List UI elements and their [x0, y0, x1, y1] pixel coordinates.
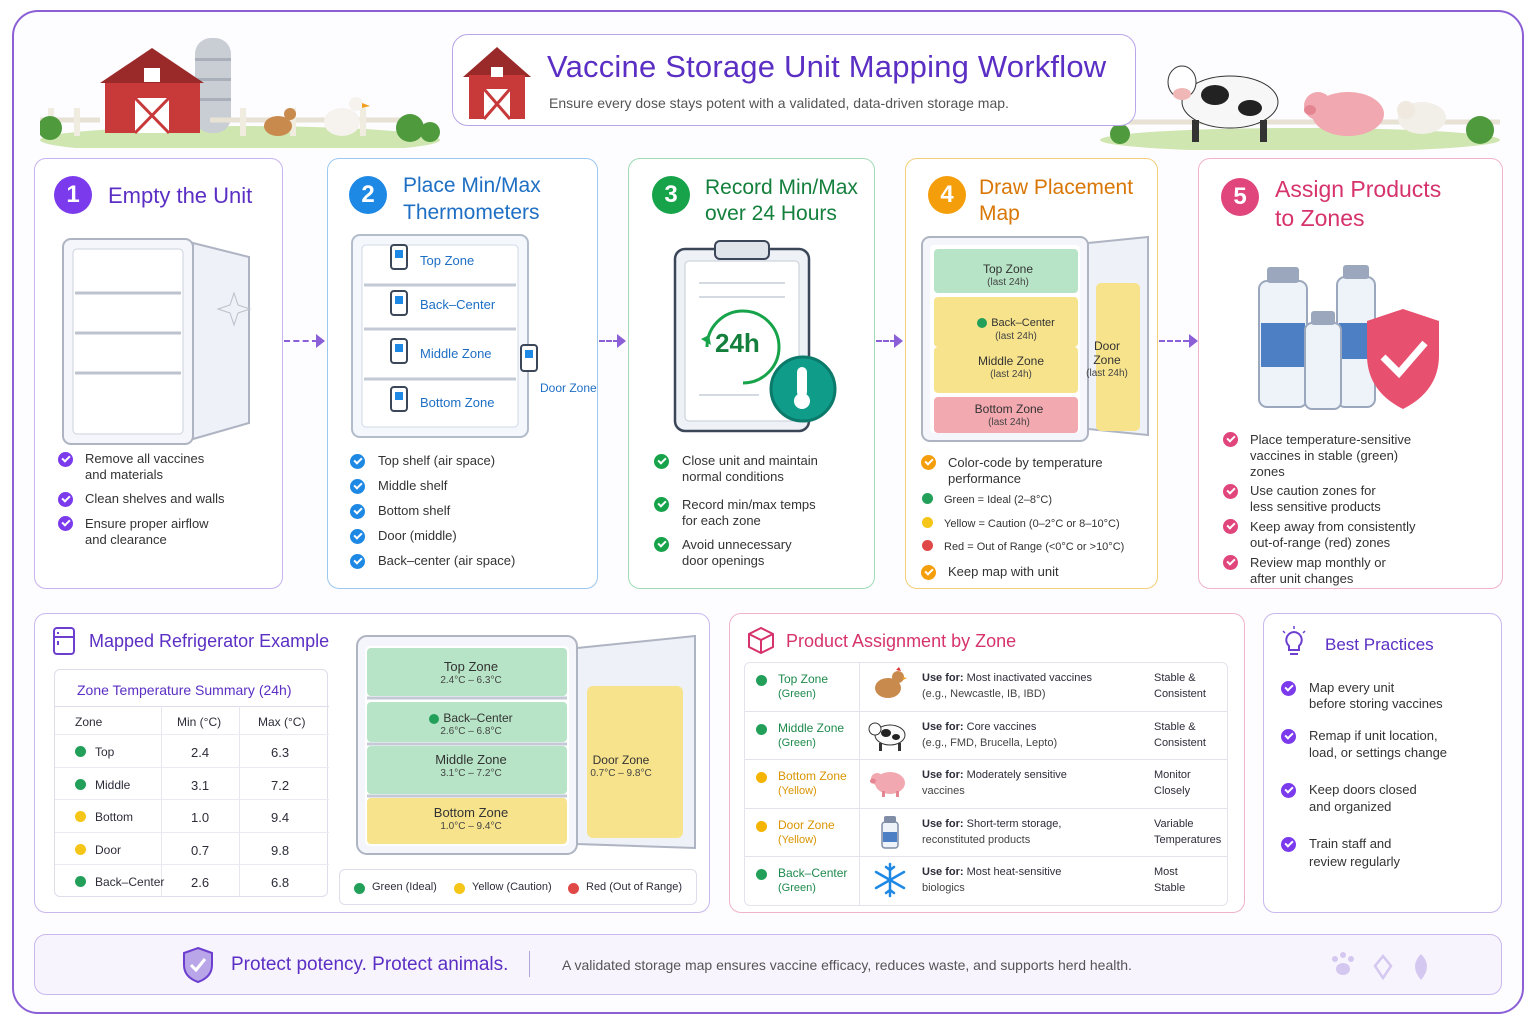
min-cell: 2.6 [191, 875, 210, 890]
check-icon [921, 455, 936, 470]
map-zone-door: Door Zone (last 24h) [1086, 339, 1128, 379]
step-bullet: zones [1250, 464, 1285, 479]
panel-title: Product Assignment by Zone [786, 631, 1017, 651]
door-thermometer-icon [518, 342, 542, 376]
status-dot-icon [75, 779, 86, 790]
step-title: Draw Placement [979, 176, 1134, 199]
zone-tag: (Green) [778, 882, 816, 894]
step-bullet: Bottom shelf [378, 503, 451, 518]
check-icon [58, 452, 73, 467]
step-title: Record Min/Max [705, 176, 858, 199]
map-zone-back-center: Back–Center (last 24h) [936, 316, 1096, 344]
practice-item: load, or settings change [1309, 745, 1448, 760]
zone-label-middle: Middle Zone [420, 346, 492, 361]
practice-item: Train staff and [1309, 836, 1392, 851]
farm-scene-left-icon [40, 28, 440, 148]
step-bullet: and materials [85, 467, 164, 482]
step-card-4 [905, 158, 1158, 589]
zone-label-bottom: Bottom Zone [420, 395, 495, 410]
step-bullet: Keep map with unit [948, 564, 1059, 579]
use-example: reconstituted products [922, 833, 1031, 846]
red-dot-icon [922, 540, 933, 551]
cow-icon [868, 715, 912, 755]
fridge-zone-top: Top Zone 2.4°C – 6.3°C [440, 659, 502, 686]
step-title: Map [979, 202, 1020, 225]
stability-label: Consistent [1154, 736, 1206, 749]
step-bullet: Review map monthly or [1250, 555, 1386, 570]
check-icon [1223, 484, 1238, 499]
step-bullet: Ensure proper airflow [85, 516, 209, 531]
zone-label-back-center: Back–Center [420, 297, 496, 312]
step-number-badge: 2 [349, 176, 387, 214]
min-cell: 3.1 [191, 777, 210, 793]
step-bullet: Place temperature-sensitive [1250, 432, 1412, 447]
footer-decor-icons [1329, 950, 1459, 982]
check-icon [1223, 519, 1238, 534]
lightbulb-icon [1280, 626, 1308, 660]
stability-label: Stable & [1154, 672, 1196, 684]
step-bullet: performance [948, 471, 1021, 486]
practice-item: Keep doors closed [1309, 782, 1417, 797]
zone-label-top: Top Zone [420, 253, 475, 268]
arrow-head-icon [1189, 334, 1198, 348]
legend-red: Red (Out of Range) [586, 881, 682, 893]
box-icon [746, 625, 776, 655]
arrow-head-icon [617, 334, 626, 348]
yellow-dot-icon [922, 517, 933, 528]
status-dot-icon [75, 876, 86, 887]
panel-title: Best Practices [1325, 635, 1434, 654]
stability-label: Stable & [1154, 720, 1196, 733]
table-row [55, 864, 329, 896]
page-subtitle: Ensure every dose stays potent with a validated, data-driven storage map. [549, 95, 1009, 111]
step-bullet: Back–center (air space) [378, 553, 516, 568]
zone-cell: Middle [95, 777, 131, 792]
step-card-3 [628, 158, 875, 589]
step-title: to Zones [1275, 205, 1365, 231]
header-title-box [452, 34, 1136, 126]
legend-yellow: Yellow (Caution) [472, 881, 552, 893]
zone-dot-icon [756, 675, 767, 686]
fridge-zone-middle: Middle Zone 3.1°C – 7.2°C [435, 752, 507, 779]
zone-name: Back–Center [778, 866, 848, 880]
step-bullet: and clearance [85, 532, 167, 547]
step-bullet: Color-code by temperature [948, 455, 1103, 470]
step-bullet: Record min/max temps [682, 497, 816, 512]
use-example: biologics [922, 882, 965, 894]
step-bullet: after unit changes [1250, 571, 1354, 586]
mapped-example-panel [34, 613, 710, 913]
table-row [744, 808, 1228, 856]
check-icon [1281, 681, 1296, 696]
step-bullet: Use caution zones for [1250, 483, 1376, 498]
table-row [744, 662, 1228, 710]
panel-title: Mapped Refrigerator Example [89, 631, 330, 651]
use-example: (e.g., FMD, Brucella, Lepto) [922, 736, 1058, 749]
check-icon [1281, 729, 1296, 744]
step-bullet: Keep away from consistently [1250, 519, 1416, 534]
zone-name: Door Zone [778, 817, 835, 832]
use-for: Use for: Most heat-sensitive [922, 866, 1062, 878]
step-bullet: vaccines in stable (green) [1250, 448, 1399, 463]
zone-cell: Bottom [95, 810, 134, 824]
table-row [744, 856, 1228, 904]
footer-tagline: Protect potency. Protect animals. [231, 954, 509, 975]
farm-scene-right-icon [1100, 40, 1500, 150]
arrow-head-icon [316, 334, 325, 348]
practice-item: Remap if unit location, [1309, 728, 1438, 743]
fridge-outline-icon [51, 625, 77, 657]
table-header: Max (°C) [258, 715, 306, 729]
step-bullet: normal conditions [682, 469, 784, 484]
zone-name: Top Zone [778, 672, 829, 686]
page-title: Vaccine Storage Unit Mapping Workflow [547, 49, 1107, 84]
zone-tag: (Green) [778, 736, 816, 749]
yellow-dot-icon [454, 883, 465, 894]
zone-cell: Back–Center [95, 875, 165, 889]
step-bullet: Middle shelf [378, 478, 448, 493]
use-for: Use for: Short-term storage, [922, 817, 1062, 830]
status-dot-icon [75, 844, 86, 855]
flow-arrow [1159, 340, 1189, 342]
use-example: (e.g., Newcastle, IB, IBD) [922, 688, 1046, 700]
step-card-1 [34, 158, 283, 589]
green-dot-icon [922, 493, 933, 504]
check-icon [654, 454, 669, 469]
check-icon [350, 504, 365, 519]
check-icon [350, 554, 365, 569]
practice-item: before storing vaccines [1309, 696, 1443, 711]
legend-yellow: Yellow = Caution (0–2°C or 8–10°C) [944, 518, 1120, 530]
stability-label: Variable [1154, 817, 1194, 830]
24h-badge: 24h [715, 328, 760, 358]
step-bullet: Clean shelves and walls [85, 491, 225, 506]
zone-name: Middle Zone [778, 720, 845, 735]
map-zone-middle: Middle Zone (last 24h) [977, 354, 1045, 380]
check-icon [1281, 837, 1296, 852]
legend-green: Green = Ideal (2–8°C) [944, 494, 1053, 506]
practice-item: Map every unit [1309, 680, 1395, 695]
fridge-zone-bottom: Bottom Zone 1.0°C – 9.4°C [433, 805, 509, 832]
fridge-zone-door: Door Zone 0.7°C – 9.8°C [590, 753, 652, 779]
zone-dot-icon [756, 772, 767, 783]
chicken-icon [868, 666, 912, 706]
stability-label: Closely [1154, 785, 1191, 797]
step-number-badge: 1 [54, 176, 92, 214]
stability-label: Temperatures [1154, 833, 1222, 846]
map-zone-bottom: Bottom Zone (last 24h) [974, 402, 1044, 428]
step-title: Thermometers [403, 201, 540, 224]
zone-label-door: Door Zone [540, 381, 597, 395]
step-bullet: out-of-range (red) zones [1250, 535, 1391, 550]
zone-cell: Top [95, 745, 115, 759]
barn-icon [459, 41, 535, 121]
step-title: over 24 Hours [705, 202, 837, 225]
stability-label: Consistent [1154, 688, 1206, 700]
flow-arrow [599, 340, 619, 342]
step-bullet: Door (middle) [378, 528, 457, 543]
check-icon [654, 537, 669, 552]
zone-dot-icon [756, 724, 767, 735]
table-row [55, 832, 329, 864]
practice-item: review regularly [1309, 854, 1401, 869]
arrow-head-icon [894, 334, 903, 348]
max-cell: 6.3 [271, 745, 290, 760]
stability-label: Stable [1154, 882, 1186, 894]
max-cell: 6.8 [271, 875, 290, 890]
table-row [744, 711, 1228, 759]
step-bullet: Close unit and maintain [682, 453, 818, 468]
check-icon [654, 497, 669, 512]
use-for: Use for: Moderately sensitive [922, 769, 1067, 781]
step-bullet: Top shelf (air space) [378, 453, 496, 468]
step-number-badge: 5 [1221, 178, 1259, 216]
step-bullet: Avoid unnecessary [682, 537, 792, 552]
check-icon [350, 529, 365, 544]
map-zone-top: Top Zone (last 24h) [982, 262, 1034, 288]
max-cell: 9.4 [271, 810, 290, 825]
zone-dot-icon [756, 869, 767, 880]
check-icon [58, 516, 73, 531]
zone-tag: (Green) [778, 688, 816, 700]
legend-red: Red = Out of Range (<0°C or >10°C) [944, 541, 1125, 553]
stability-label: Monitor [1154, 769, 1191, 781]
step-bullet: for each zone [682, 513, 761, 528]
zone-name: Bottom Zone [778, 769, 847, 783]
vial-icon [868, 812, 912, 852]
table-row [744, 759, 1228, 807]
step-title: Empty the Unit [108, 183, 253, 208]
flow-arrow [284, 340, 318, 342]
footer-banner [34, 934, 1502, 995]
check-icon [350, 479, 365, 494]
zone-tag: (Yellow) [778, 785, 817, 797]
step-number-badge: 3 [652, 176, 690, 214]
snowflake-icon [868, 860, 912, 900]
table-header: Zone [75, 715, 103, 729]
check-icon [1223, 432, 1238, 447]
zone-tag: (Yellow) [778, 833, 817, 846]
step-card-2 [327, 158, 598, 589]
zone-dot-icon [756, 821, 767, 832]
zone-summary-table [54, 669, 328, 897]
legend-green: Green (Ideal) [372, 881, 437, 893]
use-for: Use for: Most inactivated vaccines [922, 672, 1092, 684]
min-cell: 2.4 [191, 745, 210, 760]
step-title: Assign Products [1275, 176, 1442, 202]
step-card-5 [1198, 158, 1503, 589]
table-row [55, 767, 329, 799]
max-cell: 9.8 [271, 842, 290, 858]
shield-check-icon [181, 946, 215, 984]
use-example: vaccines [922, 785, 965, 797]
check-icon [58, 492, 73, 507]
product-assignment-panel [729, 613, 1245, 913]
step-bullet: door openings [682, 553, 765, 568]
status-dot-icon [75, 746, 86, 757]
step-number-badge: 4 [928, 176, 966, 214]
step-bullet: Remove all vaccines [85, 451, 205, 466]
check-icon [921, 565, 936, 580]
min-cell: 0.7 [191, 842, 210, 858]
fridge-legend [339, 869, 697, 905]
check-icon [350, 454, 365, 469]
empty-refrigerator-icon [59, 233, 269, 453]
status-dot-icon [75, 811, 86, 822]
use-for: Use for: Core vaccines [922, 720, 1037, 733]
table-row [55, 734, 329, 766]
max-cell: 7.2 [271, 777, 290, 793]
table-row [55, 799, 329, 831]
check-icon [1223, 555, 1238, 570]
min-cell: 1.0 [191, 810, 210, 825]
red-dot-icon [568, 883, 579, 894]
step-title: Place Min/Max [403, 174, 541, 197]
stability-label: Most [1154, 866, 1178, 878]
table-title: Zone Temperature Summary (24h) [77, 682, 292, 698]
vials-shield-icon [1253, 263, 1443, 413]
step-bullet: less sensitive products [1250, 499, 1381, 514]
green-dot-icon [354, 883, 365, 894]
flow-arrow [876, 340, 896, 342]
table-header: Min (°C) [177, 715, 222, 729]
fridge-zone-back-center: Back–Center 2.6°C – 6.8°C [371, 711, 571, 739]
pig-icon [868, 763, 912, 803]
practice-item: and organized [1309, 799, 1392, 814]
check-icon [1281, 783, 1296, 798]
zone-cell: Door [95, 842, 122, 857]
footer-text: A validated storage map ensures vaccine efficacy, reduces waste, and supports herd health. [562, 957, 1132, 973]
best-practices-panel [1263, 613, 1502, 913]
